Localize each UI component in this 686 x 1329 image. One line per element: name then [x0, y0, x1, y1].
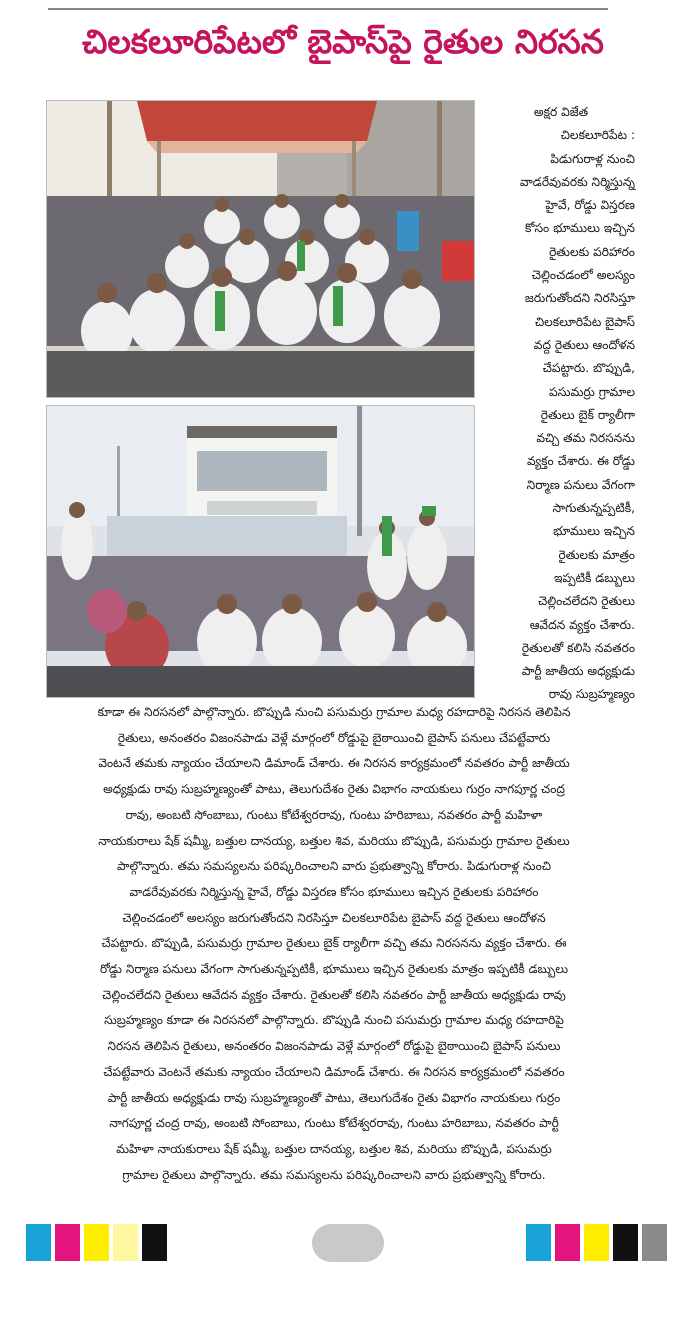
text-line: కూడా ఈ నిరసనలో పాల్గొన్నారు. బొప్పుడి నుంచి పసుమర్రు గ్రామాల మధ్య రహదారిపై నిరసన తెలిపిన: [97, 705, 571, 719]
swatch-light-yellow: [113, 1224, 138, 1261]
text-line: చిలకలూరిపేట బైపాస్: [534, 314, 635, 329]
text-line: పార్టీ జాతీయ అధ్యక్షుడు రావు సుబ్రహ్మణ్యంతో పాటు, తెలుగుదేశం రైతు విభాగం నాయకులు గుర్రం: [107, 1090, 561, 1105]
text-line: వాడరేవువరకు నిర్మిస్తున్న: [520, 174, 635, 189]
text-line: చేపట్టేవారు వెంటనే తమకు న్యాయం చేయాలని డిమాండ్ చేశారు. ఈ నిరసన కార్యక్రమంలో నవతరం: [103, 1064, 565, 1079]
text-line: చిలకలూరిపేట :: [560, 128, 635, 143]
text-line: రైతులు, అనంతరం విజంనపాడు వెళ్లే మార్గంలో రోడ్డుపై బైఠాయించి బైపాస్ పనులు చేపట్టేవారు: [117, 730, 551, 745]
protest-photo-tent: [46, 100, 475, 398]
text-line: వ్యక్తం చేశారు. ఈ రోడ్డు: [527, 454, 635, 469]
text-line: జరుగుతోందని నిరసిస్తూ: [524, 291, 635, 306]
text-line: నిర్మాణ పనులు వేగంగా: [526, 477, 635, 492]
color-registration-bar-right: [526, 1224, 671, 1261]
swatch-magenta: [55, 1224, 80, 1261]
text-line: చెల్లించలేదని రైతులు ఆవేదన వ్యక్తం చేశారు. రైతులతో కలిసి నవతరం పార్టీ జాతీయ అధ్యక్షుడు రావు: [102, 987, 566, 1002]
text-line: పిడుగురాళ్ల నుంచి: [550, 151, 635, 166]
registration-oval: [312, 1224, 384, 1262]
text-line: చేపట్టారు. బొప్పుడి, పసుమర్రు గ్రామాల రైతులు బైక్ ర్యాలీగా వచ్చి తమ నిరసనను వ్యక్తం చేశారు. ఈ: [101, 936, 567, 951]
text-line: రైతులతో కలిసి నవతరం: [521, 640, 635, 655]
text-line: వెంటనే తమకు న్యాయం చేయాలని డిమాండ్ చేశారు. ఈ నిరసన కార్యక్రమంలో నవతరం పార్టీ జాతీయ: [98, 756, 570, 771]
text-line: రావు సుబ్రహ్మణ్యం: [548, 687, 635, 702]
text-line: అక్షర విజేత: [533, 105, 589, 119]
text-line: పసుమర్రు గ్రామాల: [549, 384, 635, 399]
text-line: చెల్లించడంలో అలస్యం: [531, 268, 635, 283]
protest-photo-truck: [46, 405, 475, 698]
swatch-cyan: [526, 1224, 551, 1261]
swatch-yellow: [84, 1224, 109, 1261]
side-column: [487, 101, 635, 707]
text-line: రావు, అంబటి సోంబాబు, గుంటు కోటేశ్వరరావు, గుంటు హరిబాబు, నవతరం పార్టీ మహిళా: [125, 807, 543, 822]
text-line: వచ్చి తమ నిరసనను: [536, 431, 635, 446]
text-line: హైవే, రోడ్డు విస్తరణ: [545, 198, 635, 213]
text-line: గ్రామాల రైతులు పాల్గొన్నారు. తమ సమస్యలను పరిష్కరించాలని వారు ప్రభుత్వాన్ని కోరారు.: [122, 1167, 546, 1182]
text-line: రోడ్డు నిర్మాణ పనులు వేగంగా సాగుతున్నప్పటికీ, భూములు ఇచ్చిన రైతులకు మాత్రం ఇప్పటికీ డబ్బులు: [99, 962, 569, 977]
text-line: మహిళా నాయకురాలు షేక్ షమ్మీ, బత్తుల దానయ్య, బత్తుల శివ, మరియు బొప్పుడి, పసుమర్రు: [116, 1141, 552, 1156]
text-line: కోసం భూములు ఇచ్చిన: [525, 221, 635, 236]
text-line: ఆవేదన వ్యక్తం చేశారు.: [529, 617, 635, 632]
swatch-magenta: [555, 1224, 580, 1261]
text-line: రైతులకు పరిహారం: [549, 244, 635, 259]
text-line: నిరసన తెలిపిన రైతులు, అనంతరం విజంనపాడు వెళ్లే మార్గంలో రోడ్డుపై బైఠాయించి బైపాస్ పనులు: [107, 1039, 561, 1054]
text-line: వద్ద రైతులు ఆందోళన: [533, 337, 635, 352]
text-line: చేపట్టారు. బొప్పుడి,: [542, 361, 635, 376]
swatch-cyan: [26, 1224, 51, 1261]
swatch-black: [142, 1224, 167, 1261]
swatch-gray: [642, 1224, 667, 1261]
text-line: నాగపూర్ణ చంద్ర రావు, అంబటి సోంబాబు, గుంటు కోటేశ్వరరావు, గుంటు హరిబాబు, నవతరం పార్టీ: [109, 1116, 559, 1131]
color-registration-bar-left: [26, 1224, 171, 1261]
text-line: సాగుతున్నప్పటికీ,: [552, 501, 635, 516]
top-rule: [48, 8, 608, 10]
swatch-yellow: [584, 1224, 609, 1261]
text-line: పార్టీ జాతీయ అధ్యక్షుడు: [521, 664, 635, 679]
text-line: పాల్గొన్నారు. తమ సమస్యలను పరిష్కరించాలని వారు ప్రభుత్వాన్ని కోరారు. పిడుగురాళ్ల నుంచి: [117, 859, 551, 874]
text-line: చెల్లించలేదని రైతులు: [538, 594, 635, 609]
text-line: ఇప్పటికీ డబ్బులు: [554, 570, 635, 585]
text-line: వాడరేవువరకు నిర్మిస్తున్న హైవే, రోడ్డు విస్తరణ కోసం భూములు ఇచ్చిన రైతులకు పరిహారం: [129, 884, 539, 899]
text-line: రైతులకు మాత్రం: [558, 547, 635, 562]
text-line: సుబ్రహ్మణ్యం కూడా ఈ నిరసనలో పాల్గొన్నారు. బొప్పుడి నుంచి పసుమర్రు గ్రామాల మధ్య రహదారిపై: [104, 1013, 564, 1028]
text-line: నాయకురాలు షేక్ షమ్మీ, బత్తుల దానయ్య, బత్తుల శివ, మరియు బొప్పుడి, పసుమర్రు గ్రామాల రైతులు: [98, 833, 570, 848]
text-line: భూములు ఇచ్చిన: [553, 524, 635, 539]
text-line: రైతులు బైక్ ర్యాలీగా: [540, 407, 635, 422]
swatch-black: [613, 1224, 638, 1261]
headline: చిలకలూరిపేటలో బైపాస్‌పై రైతుల నిరసన: [82, 22, 604, 61]
article-body: [24, 700, 644, 1188]
text-line: చెల్లించడంలో అలస్యం జరుగుతోందని నిరసిస్తూ చిలకలూరిపేట బైపాస్ వద్ద రైతులు ఆందోళన: [122, 910, 546, 925]
text-line: అధ్యక్షుడు రావు సుబ్రహ్మణ్యంతో పాటు, తెలుగుదేశం రైతు విభాగం నాయకులు గుర్రం నాగపూర్ణ చంద్ర: [103, 782, 565, 797]
